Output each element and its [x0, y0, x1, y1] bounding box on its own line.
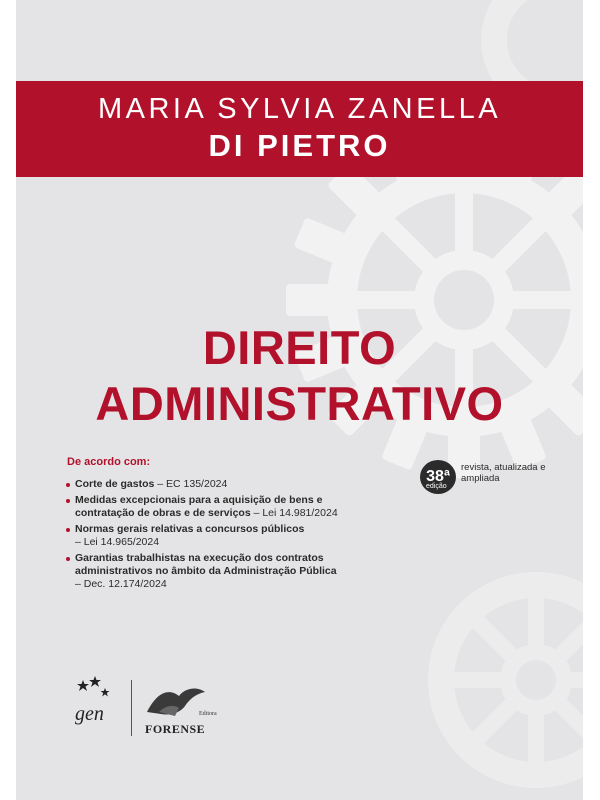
gen-logo-icon [71, 674, 115, 738]
list-item-reference: – EC 135/2024 [154, 478, 228, 490]
forense-label: FORENSE [145, 722, 206, 736]
list-item [66, 478, 366, 491]
edition-word: edição [426, 483, 447, 490]
list-item-title: Corte de gastos [75, 478, 155, 490]
list-item [66, 552, 366, 591]
book-title-line1: DIREITO [202, 321, 397, 374]
editora-label: Editora [199, 711, 217, 717]
according-label: De acordo com: [67, 456, 151, 468]
legislation-list [66, 478, 366, 594]
author-band [16, 81, 583, 177]
edition-badge [420, 460, 550, 500]
list-item [66, 523, 366, 549]
edition-number: 38ª [420, 460, 456, 494]
list-item-reference: – Lei 14.965/2024 [75, 536, 160, 548]
author-first-names: MARIA SYLVIA ZANELLA [97, 93, 502, 125]
list-item-title: Normas gerais relativas a concursos públicos [75, 523, 305, 535]
svg-text:gen: gen [75, 703, 104, 725]
logo-divider [131, 680, 132, 736]
list-item [66, 494, 366, 520]
publisher-logos [71, 674, 241, 744]
book-title-line2: ADMINISTRATIVO [95, 377, 504, 430]
list-item-reference: – Lei 14.981/2024 [250, 507, 338, 519]
author-last-name: DI PIETRO [208, 128, 391, 163]
list-item-reference: – Dec. 12.174/2024 [75, 578, 167, 590]
book-cover [16, 0, 583, 800]
list-item-title: Garantias trabalhistas na execução dos contratos administrativos no âmbito da Administração Pública [75, 552, 337, 577]
list-item-title: Medidas excepcionais para a aquisição de bens e contratação de obras e de serviços [75, 494, 323, 519]
edition-description: revista, atualizada e ampliada [461, 462, 546, 484]
